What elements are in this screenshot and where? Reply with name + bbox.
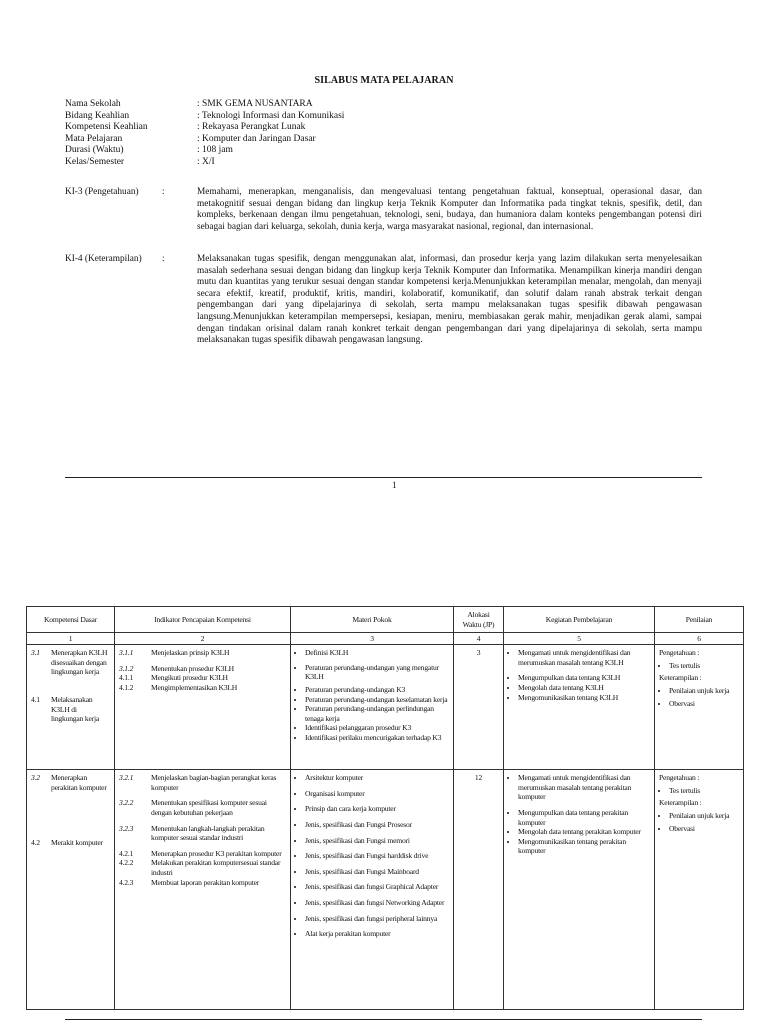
column-header: Penilaian — [655, 607, 744, 633]
page-divider — [65, 1019, 702, 1020]
materi-item: • Jenis, spesifikasi dan Fungsi Prosesor — [305, 820, 449, 830]
info-label: Durasi (Waktu) — [65, 145, 124, 155]
kd-text: Melaksanakan K3LH di lingkungan kerja — [51, 694, 100, 724]
materi-cell — [291, 645, 454, 770]
materi-item: • Arsitektur komputer — [305, 773, 449, 783]
column-header: Kompetensi Dasar — [27, 607, 115, 633]
info-value: : Komputer dan Jaringan Dasar — [197, 133, 316, 144]
materi-item: • Identifikasi pelanggaran prosedur K3 — [305, 723, 449, 733]
page-1 — [0, 0, 768, 500]
materi-cell — [291, 770, 454, 1010]
syllabus-table — [26, 606, 744, 1010]
info-label: Bidang Keahlian — [65, 110, 130, 121]
info-row — [65, 99, 344, 111]
ipk-text: Mengimplementasikan K3LH — [151, 682, 238, 692]
info-row — [65, 134, 344, 146]
kd-text: Menerapkan perakitan komputer — [51, 773, 107, 792]
info-value: : SMK GEMA NUSANTARA — [197, 99, 313, 109]
page-number: 1 — [392, 480, 397, 490]
table-header-row — [27, 607, 744, 633]
kegiatan-item: • Mengamati untuk mengidentifikasi dan merumuskan masalah tentang perakitan komputer — [518, 773, 650, 802]
kd-text: Merakit komputer — [51, 838, 103, 848]
ipk-number: 3.1.2 — [119, 663, 134, 673]
document-title: SILABUS MATA PELAJARAN — [314, 75, 454, 86]
column-number: 6 — [655, 633, 744, 645]
kegiatan-item: • Mengumpulkan data tentang perakitan komputer — [518, 808, 650, 827]
ipk-number: 3.2.2 — [119, 798, 134, 808]
kegiatan-item: • Mengomunikasikan tentang perakitan komputer — [518, 837, 650, 856]
ipk-number: 3.1.1 — [119, 648, 134, 658]
kd-cell — [27, 770, 115, 1010]
pengetahuan-label: Pengetahuan : — [659, 773, 700, 783]
ipk-number: 4.1.1 — [119, 673, 134, 683]
info-value: : Rekayasa Perangkat Lunak — [197, 122, 306, 132]
penilaian-item: • Obervasi — [669, 699, 739, 709]
penilaian-cell — [655, 770, 744, 1010]
materi-item: • Peraturan perundang-undangan K3 — [305, 685, 449, 695]
info-row — [65, 145, 344, 157]
ipk-number: 4.2.3 — [119, 877, 134, 887]
materi-item: • Peraturan perundang-undangan keselamatan kerja — [305, 695, 449, 705]
ipk-number: 4.2.1 — [119, 848, 134, 858]
info-row — [65, 122, 344, 134]
info-label: Nama Sekolah — [65, 99, 121, 109]
materi-item: • Jenis, spesifikasi dan Fungsi memori — [305, 836, 449, 846]
kegiatan-item: • Mengamati untuk mengidentifikasi dan merumuskan masalah tentang K3LH — [518, 648, 650, 667]
kegiatan-item: • Mengolah data tentang K3LH — [518, 683, 650, 693]
column-number: 1 — [27, 633, 115, 645]
materi-item: • Jenis, spesifikasi dan Fungsi Mainboard — [305, 867, 449, 877]
keterampilan-label: Keterampilan : — [659, 673, 702, 683]
info-label: Kelas/Semester — [65, 156, 125, 167]
kd-number: 3.1 — [31, 648, 40, 658]
ipk-number: 4.1.2 — [119, 682, 134, 692]
penilaian-item: • Obervasi — [669, 824, 739, 834]
ipk-number: 3.2.3 — [119, 823, 134, 833]
ipk-text: Menentukan langkah-langkah perakitan komputer sesuai standar industri — [151, 823, 265, 843]
ki3-colon: : — [162, 187, 165, 197]
ipk-text: Menentukan spesifikasi komputer sesuai dengan kebutuhan pekerjaan — [151, 798, 267, 817]
kegiatan-item: • Mengolah data tentang perakitan komputer — [518, 827, 650, 837]
jp-cell: 12 — [454, 770, 504, 1010]
ipk-text: Menerapkan prosedur K3 perakitan komputer — [151, 848, 282, 858]
column-number-row — [27, 633, 744, 645]
penilaian-item: • Tes tertulis — [669, 661, 739, 671]
column-header: Materi Pokok — [291, 607, 454, 633]
materi-item: • Organisasi komputer — [305, 789, 449, 799]
materi-item: • Definisi K3LH — [305, 648, 449, 658]
ki3-block — [65, 187, 702, 233]
keterampilan-label: Keterampilan : — [659, 798, 702, 808]
kd-number: 3.2 — [31, 773, 40, 783]
ipk-text: Menjelaskan bagian-bagian perangkat keras komputer — [151, 773, 277, 792]
column-header: Kegiatan Pembelajaran — [504, 607, 655, 633]
ipk-number: 3.2.1 — [119, 773, 134, 783]
table-row — [27, 770, 744, 1010]
school-info — [65, 99, 344, 168]
pengetahuan-label: Pengetahuan : — [659, 648, 700, 658]
ki4-label: KI-4 (Keterampilan) — [65, 254, 142, 264]
page-divider — [65, 477, 702, 478]
kd-number: 4.1 — [31, 694, 40, 704]
ipk-text: Menjelaskan prinsip K3LH — [151, 648, 230, 658]
column-header: Indikator Pencapaian Kompetensi — [115, 607, 291, 633]
jp-cell: 3 — [454, 645, 504, 770]
column-number: 4 — [454, 633, 504, 645]
ipk-text: Melakukan perakitan komputersesuai standar industri — [151, 858, 281, 877]
materi-item: • Identifikasi perilaku mencurigakan terhadap K3 — [305, 733, 449, 743]
ipk-text: Menentukan prosedur K3LH — [151, 663, 234, 673]
kegiatan-item: • Mengumpulkan data tentang K3LH — [518, 673, 650, 683]
ipk-text: Membuat laporan perakitan komputer — [151, 877, 260, 887]
kegiatan-item: • Mengomunikasikan tentang K3LH — [518, 693, 650, 703]
ipk-text: Mengikuti prosedur K3LH — [151, 673, 228, 683]
info-value: : X/I — [197, 156, 215, 167]
column-number: 2 — [115, 633, 291, 645]
info-row — [65, 157, 344, 169]
kd-number: 4.2 — [31, 838, 40, 848]
column-number: 5 — [504, 633, 655, 645]
materi-item: • Jenis, spesifikasi dan fungsi Graphical Adapter — [305, 882, 449, 892]
ipk-number: 4.2.2 — [119, 858, 134, 868]
ipk-cell — [115, 770, 291, 1010]
info-row — [65, 111, 344, 123]
penilaian-item: • Tes tertulis — [669, 786, 739, 796]
kegiatan-cell — [504, 645, 655, 770]
materi-item: • Prinsip dan cara kerja komputer — [305, 804, 449, 814]
info-value: : Teknologi Informasi dan Komunikasi — [197, 110, 345, 121]
materi-item: • Jenis, spesifikasi dan fungsi Networking Adapter — [305, 898, 449, 908]
column-number: 3 — [291, 633, 454, 645]
ki4-text: Melaksanakan tugas spesifik, dengan menggunakan alat, informasi, dan prosedur kerja yang lazim dilakukan serta menyelesaikan masalah sederhana sesuai dengan bidang dan lingkup kerja Teknik Komputer dan Informatika. Menampilkan kinerja mandiri dengan mutu dan kuantitas yang terukur sesuai dengan standar kompetensi kerja.Menunjukkan keterampilan menalar, mengolah, dan menyaji secara efektif, kreatif, produktif, kritis, mandiri, kolaboratif, komunikatif, dan solutif dalam ranah abstrak terkait dengan pengembangan dari yang dipelajarinya di sekolah, serta mampu melaksanakan tugas spesifik dibawah pengawasan langsung.Menunjukkan keterampilan mempersepsi, kesiapan, meniru, membiasakan gerak mahir, menjadikan gerak alami, sampai dengan tindakan orisinal dalam ranah konkret terkait dengan pengembangan dari yang dipelajarinya di sekolah, serta mampu melaksanakan tugas spesifik dibawah pengawasan langsung. — [197, 254, 702, 346]
ki3-label: KI-3 (Pengetahuan) — [65, 187, 139, 197]
ki4-block — [65, 254, 702, 347]
materi-item: • Peraturan perundang-undangan perlindungan tenaga kerja — [305, 704, 449, 723]
column-header: Alokasi Waktu (JP) — [454, 607, 504, 633]
penilaian-item: • Penilaian unjuk kerja — [669, 686, 739, 696]
materi-item: • Alat kerja perakitan komputer — [305, 929, 449, 939]
kd-text: Menerapkan K3LH disesuaikan dengan lingkungan kerja — [51, 648, 108, 677]
penilaian-item: • Penilaian unjuk kerja — [669, 811, 739, 821]
ki4-colon: : — [162, 254, 165, 264]
ipk-cell — [115, 645, 291, 770]
table-row — [27, 645, 744, 770]
info-value: : 108 jam — [197, 145, 233, 155]
kd-cell — [27, 645, 115, 770]
info-label: Mata Pelajaran — [65, 133, 123, 144]
kegiatan-cell — [504, 770, 655, 1010]
materi-item: • Jenis, spesifikasi dan Fungsi harddisk drive — [305, 851, 449, 861]
ki3-text: Memahami, menerapkan, menganalisis, dan mengevaluasi tentang pengetahuan faktual, konseptual, operasional dasar, dan metakognitif sesuai dengan bidang dan lingkup kerja Teknik Komputer dan Informatika pada tingkat teknis, spesifik, detil, dan kompleks, berkenaan dengan ilmu pengetahuan, teknologi, seni, budaya, dan humaniora dalam konteks pengembangan potensi diri sebagai bagian dari keluarga, sekolah, dunia kerja, warga masyarakat nasional, regional, dan internasional. — [197, 187, 702, 232]
materi-item: • Peraturan perundang-undangan yang mengatur K3LH — [305, 663, 449, 682]
info-label: Kompetensi Keahlian — [65, 122, 148, 132]
penilaian-cell — [655, 645, 744, 770]
materi-item: • Jenis, spesifikasi dan fungsi peripheral lainnya — [305, 914, 449, 924]
